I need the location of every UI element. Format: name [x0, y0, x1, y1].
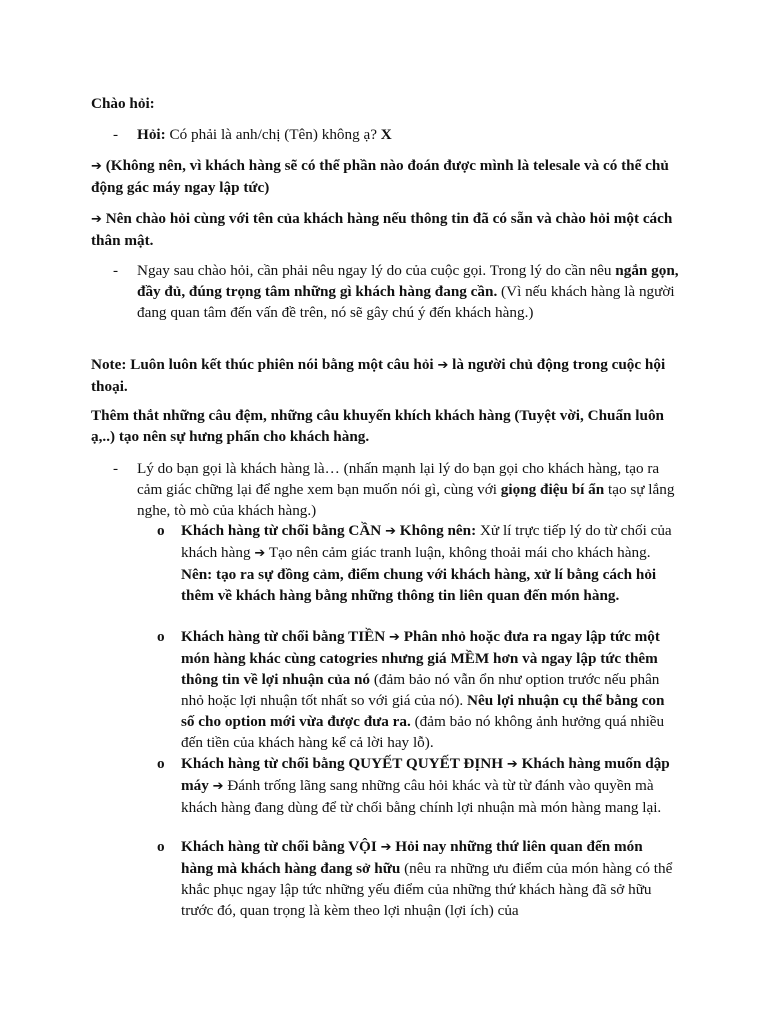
text-run: Note: Luôn luôn kết thúc phiên nói bằng một câu hỏi: [91, 356, 438, 373]
text-run: (nêu ra những ưu điểm của món hàng có thể khắc phục ngay lập tức những yếu điểm của những thứ khách hàng đã sở hữu trước đó, quan trọng là kèm theo lợi nhuận (lợi ích) của: [181, 860, 673, 919]
text-run: Tạo nên cảm giác tranh luận, không thoải mái cho khách hàng.: [265, 544, 651, 561]
sub-bullet-mark: o: [157, 522, 165, 539]
paragraph: Thêm thắt những câu đệm, những câu khuyến khích khách hàng (Tuyệt vời, Chuẩn luôn ạ,..) tạo nên sự hưng phấn cho khách hàng.: [91, 407, 665, 445]
sub-list-item: [157, 836, 677, 921]
bullet-dash: -: [113, 126, 119, 143]
text-run: Xử lí trực tiếp lý do từ chối của khách hàng: [181, 522, 672, 561]
text-run: Không nên:: [395, 522, 477, 539]
sub-list-item-text: [181, 626, 677, 753]
note-text: (Không nên, vì khách hàng sẽ có thể phần nào đoán được mình là telesale và có thể chủ động gác máy ngay lập tức): [91, 157, 669, 196]
text-run: Nên: tạo ra sự đồng cảm, điểm chung với khách hàng, xử lí bằng cách hỏi thêm về khách hàng bằng những thông tin liên quan đến món hàng.: [181, 566, 657, 604]
sub-bullet-mark: o: [157, 628, 165, 645]
arrow-icon: ➔: [380, 840, 392, 855]
text-run: Khách hàng từ chối bằng CẦN: [181, 522, 386, 539]
sub-bullet-mark: o: [157, 755, 165, 772]
text-run: Đánh trống lãng sang những câu hỏi khác và từ từ đánh vào quyền mà khách hàng đang dùng để từ chối bằng chính lợi nhuận mà món hàng mang lại.: [181, 777, 662, 816]
text-run: Khách hàng muốn dập máy: [181, 755, 670, 794]
arrow-icon: ➔: [212, 779, 224, 794]
bullet-dash: -: [113, 460, 119, 477]
greeting-heading: Chào hỏi:: [91, 95, 155, 112]
text-run: giọng điệu bí ẩn: [500, 481, 605, 498]
text-run: (đảm bảo nó không ảnh hưởng quá nhiều đến tiền của khách hàng kể cả lời hay lỗ).: [181, 713, 665, 751]
question-label: Hỏi:: [137, 126, 166, 143]
text-run: Lý do bạn gọi là khách hàng là… (nhấn mạnh lại lý do bạn gọi cho khách hàng, tạo ra cảm giác chững lại để nghe xem bạn muốn nói gì, cùng với: [137, 460, 660, 498]
arrow-icon: ➔: [389, 630, 400, 645]
text-run: (Vì nếu khách hàng là người đang quan tâm đến vấn đề trên, nó sẽ gây chú ý đến khách hàng.): [137, 283, 675, 321]
text-run: là người chủ động trong cuộc hội thoại.: [91, 356, 666, 395]
list-item-text: [137, 260, 683, 323]
text-run: tạo sự lắng nghe, tò mò của khách hàng.): [137, 481, 675, 519]
text-run: Khách hàng từ chối bằng TIỀN: [181, 628, 390, 645]
arrow-icon: ➔: [506, 757, 518, 772]
text-run: Ngay sau chào hỏi, cần phải nêu ngay lý do của cuộc gọi. Trong lý do cần nêu: [137, 262, 616, 279]
text-run: (đảm bảo nó vẫn ổn như option trước nếu phân nhỏ hoặc lợi nhuận tốt nhất so với giá của nó).: [181, 671, 660, 709]
paragraph: [91, 208, 681, 251]
sub-list-item-text: [181, 836, 677, 921]
sub-bullet-mark: o: [157, 838, 165, 855]
arrow-icon: ➔: [91, 212, 102, 227]
paragraph: [91, 354, 681, 397]
text-run: Khách hàng từ chối bằng VỘI: [181, 838, 381, 855]
sub-list-item-text: [181, 520, 677, 606]
list-item: [113, 260, 683, 323]
paragraph: [91, 155, 681, 198]
arrow-icon: ➔: [91, 159, 102, 174]
sub-list-item-text: [181, 753, 677, 818]
text-run: Nêu lợi nhuận cụ thể bằng con số cho option mới vừa được đưa ra.: [181, 692, 665, 730]
note-text: Nên chào hỏi cùng với tên của khách hàng nếu thông tin đã có sẵn và chào hỏi một cách thân mật.: [91, 210, 673, 249]
question-text: Có phải là anh/chị (Tên) không ạ?: [165, 126, 381, 143]
text-run: ngắn gọn, đầy đủ, đúng trọng tâm những gì khách hàng đang cần.: [137, 262, 679, 300]
list-item: [113, 124, 683, 145]
list-item: [113, 458, 683, 521]
text-run: Khách hàng từ chối bằng QUYẾT QUYẾT ĐỊNH: [181, 755, 507, 772]
bullet-dash: -: [113, 262, 119, 279]
sub-list-item: [157, 520, 677, 606]
list-item-text: [137, 458, 683, 521]
arrow-icon: ➔: [437, 358, 449, 373]
arrow-icon: ➔: [385, 524, 396, 539]
sub-list-item: [157, 753, 677, 818]
text-run: Hỏi nay những thứ liên quan đến món hàng mà khách hàng đang sở hữu: [181, 838, 643, 877]
cross-mark: X: [380, 126, 392, 143]
question-line: [137, 124, 683, 145]
arrow-icon: ➔: [254, 546, 266, 561]
text-run: Phân nhỏ hoặc đưa ra ngay lập tức một món hàng khác cùng catogries nhưng giá MỀM hơn và ngay lập tức thêm thông tin về lợi nhuận của nó: [181, 628, 660, 688]
sub-list-item: [157, 626, 677, 753]
